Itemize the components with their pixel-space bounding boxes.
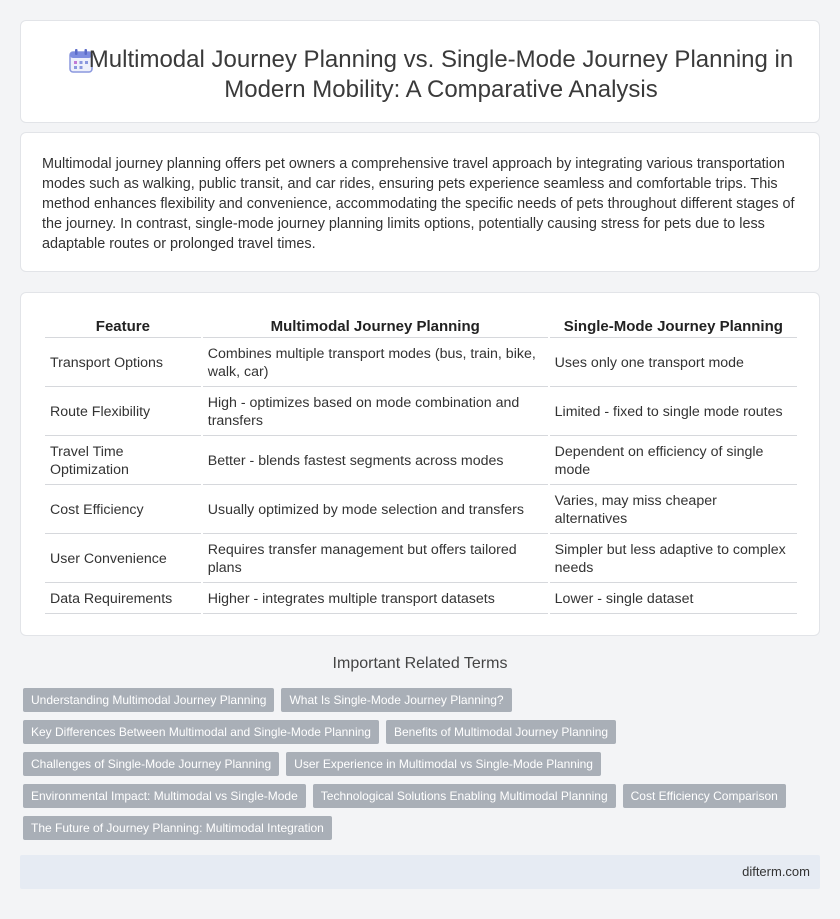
site-link[interactable]: difterm.com [742,864,810,879]
table-header-row [45,316,797,338]
header-multimodal: Multimodal Journey Planning [203,316,548,338]
table-cell: Travel Time Optimization [45,438,201,485]
tag-row [23,816,339,840]
table-cell: Data Requirements [45,585,201,614]
tag-row [23,688,519,712]
related-term-link[interactable]: The Future of Journey Planning: Multimodal Integration [23,816,332,840]
header-card [20,20,820,123]
table-row [45,585,797,614]
tag-row [23,752,608,776]
related-term-link[interactable]: Cost Efficiency Comparison [623,784,786,808]
related-term-link[interactable]: Key Differences Between Multimodal and Single-Mode Planning [23,720,379,744]
table-cell: Simpler but less adaptive to complex needs [550,536,797,583]
comparison-card [20,292,820,636]
table-cell: Transport Options [45,340,201,387]
related-term-link[interactable]: Environmental Impact: Multimodal vs Single-Mode [23,784,306,808]
table-cell: Usually optimized by mode selection and transfers [203,487,548,534]
footer [20,855,820,889]
table-cell: User Convenience [45,536,201,583]
table-cell: Limited - fixed to single mode routes [550,389,797,436]
related-term-link[interactable]: What Is Single-Mode Journey Planning? [281,688,511,712]
page-title: Multimodal Journey Planning vs. Single-Mode Journey Planning in Modern Mobility: A Comparative Analysis [88,46,794,103]
comparison-table [43,314,799,616]
table-row [45,536,797,583]
related-term-link[interactable]: Understanding Multimodal Journey Planning [23,688,274,712]
table-cell: Uses only one transport mode [550,340,797,387]
table-cell: Cost Efficiency [45,487,201,534]
table-cell: Varies, may miss cheaper alternatives [550,487,797,534]
table-cell: Better - blends fastest segments across modes [203,438,548,485]
table-cell: High - optimizes based on mode combination and transfers [203,389,548,436]
table-row [45,438,797,485]
table-cell: Dependent on efficiency of single mode [550,438,797,485]
table-cell: Lower - single dataset [550,585,797,614]
related-term-link[interactable]: User Experience in Multimodal vs Single-Mode Planning [286,752,601,776]
table-cell: Higher - integrates multiple transport datasets [203,585,548,614]
table-row [45,340,797,387]
tag-row [23,720,623,744]
related-terms-title: Important Related Terms [332,655,508,672]
related-term-link[interactable]: Challenges of Single-Mode Journey Planning [23,752,279,776]
table-row [45,389,797,436]
table-cell: Requires transfer management but offers tailored plans [203,536,548,583]
table-cell: Route Flexibility [45,389,201,436]
table-row [45,487,797,534]
tag-row [23,784,793,808]
related-term-link[interactable]: Technological Solutions Enabling Multimodal Planning [313,784,616,808]
intro-paragraph: Multimodal journey planning offers pet owners a comprehensive travel approach by integrating various transportation modes such as walking, public transit, and car rides, ensuring pets experience seamless and comfortable trips. This method enhances flexibility and convenience, accommodating the specific needs of pets throughout different stages of the journey. In contrast, single-mode journey planning limits options, potentially causing stress for pets due to less adaptable routes or prolonged travel times. [42,156,795,252]
table-cell: Combines multiple transport modes (bus, train, bike, walk, car) [203,340,548,387]
header-feature: Feature [45,316,201,338]
header-single-mode: Single-Mode Journey Planning [550,316,797,338]
related-term-link[interactable]: Benefits of Multimodal Journey Planning [386,720,616,744]
intro-card [20,132,820,272]
